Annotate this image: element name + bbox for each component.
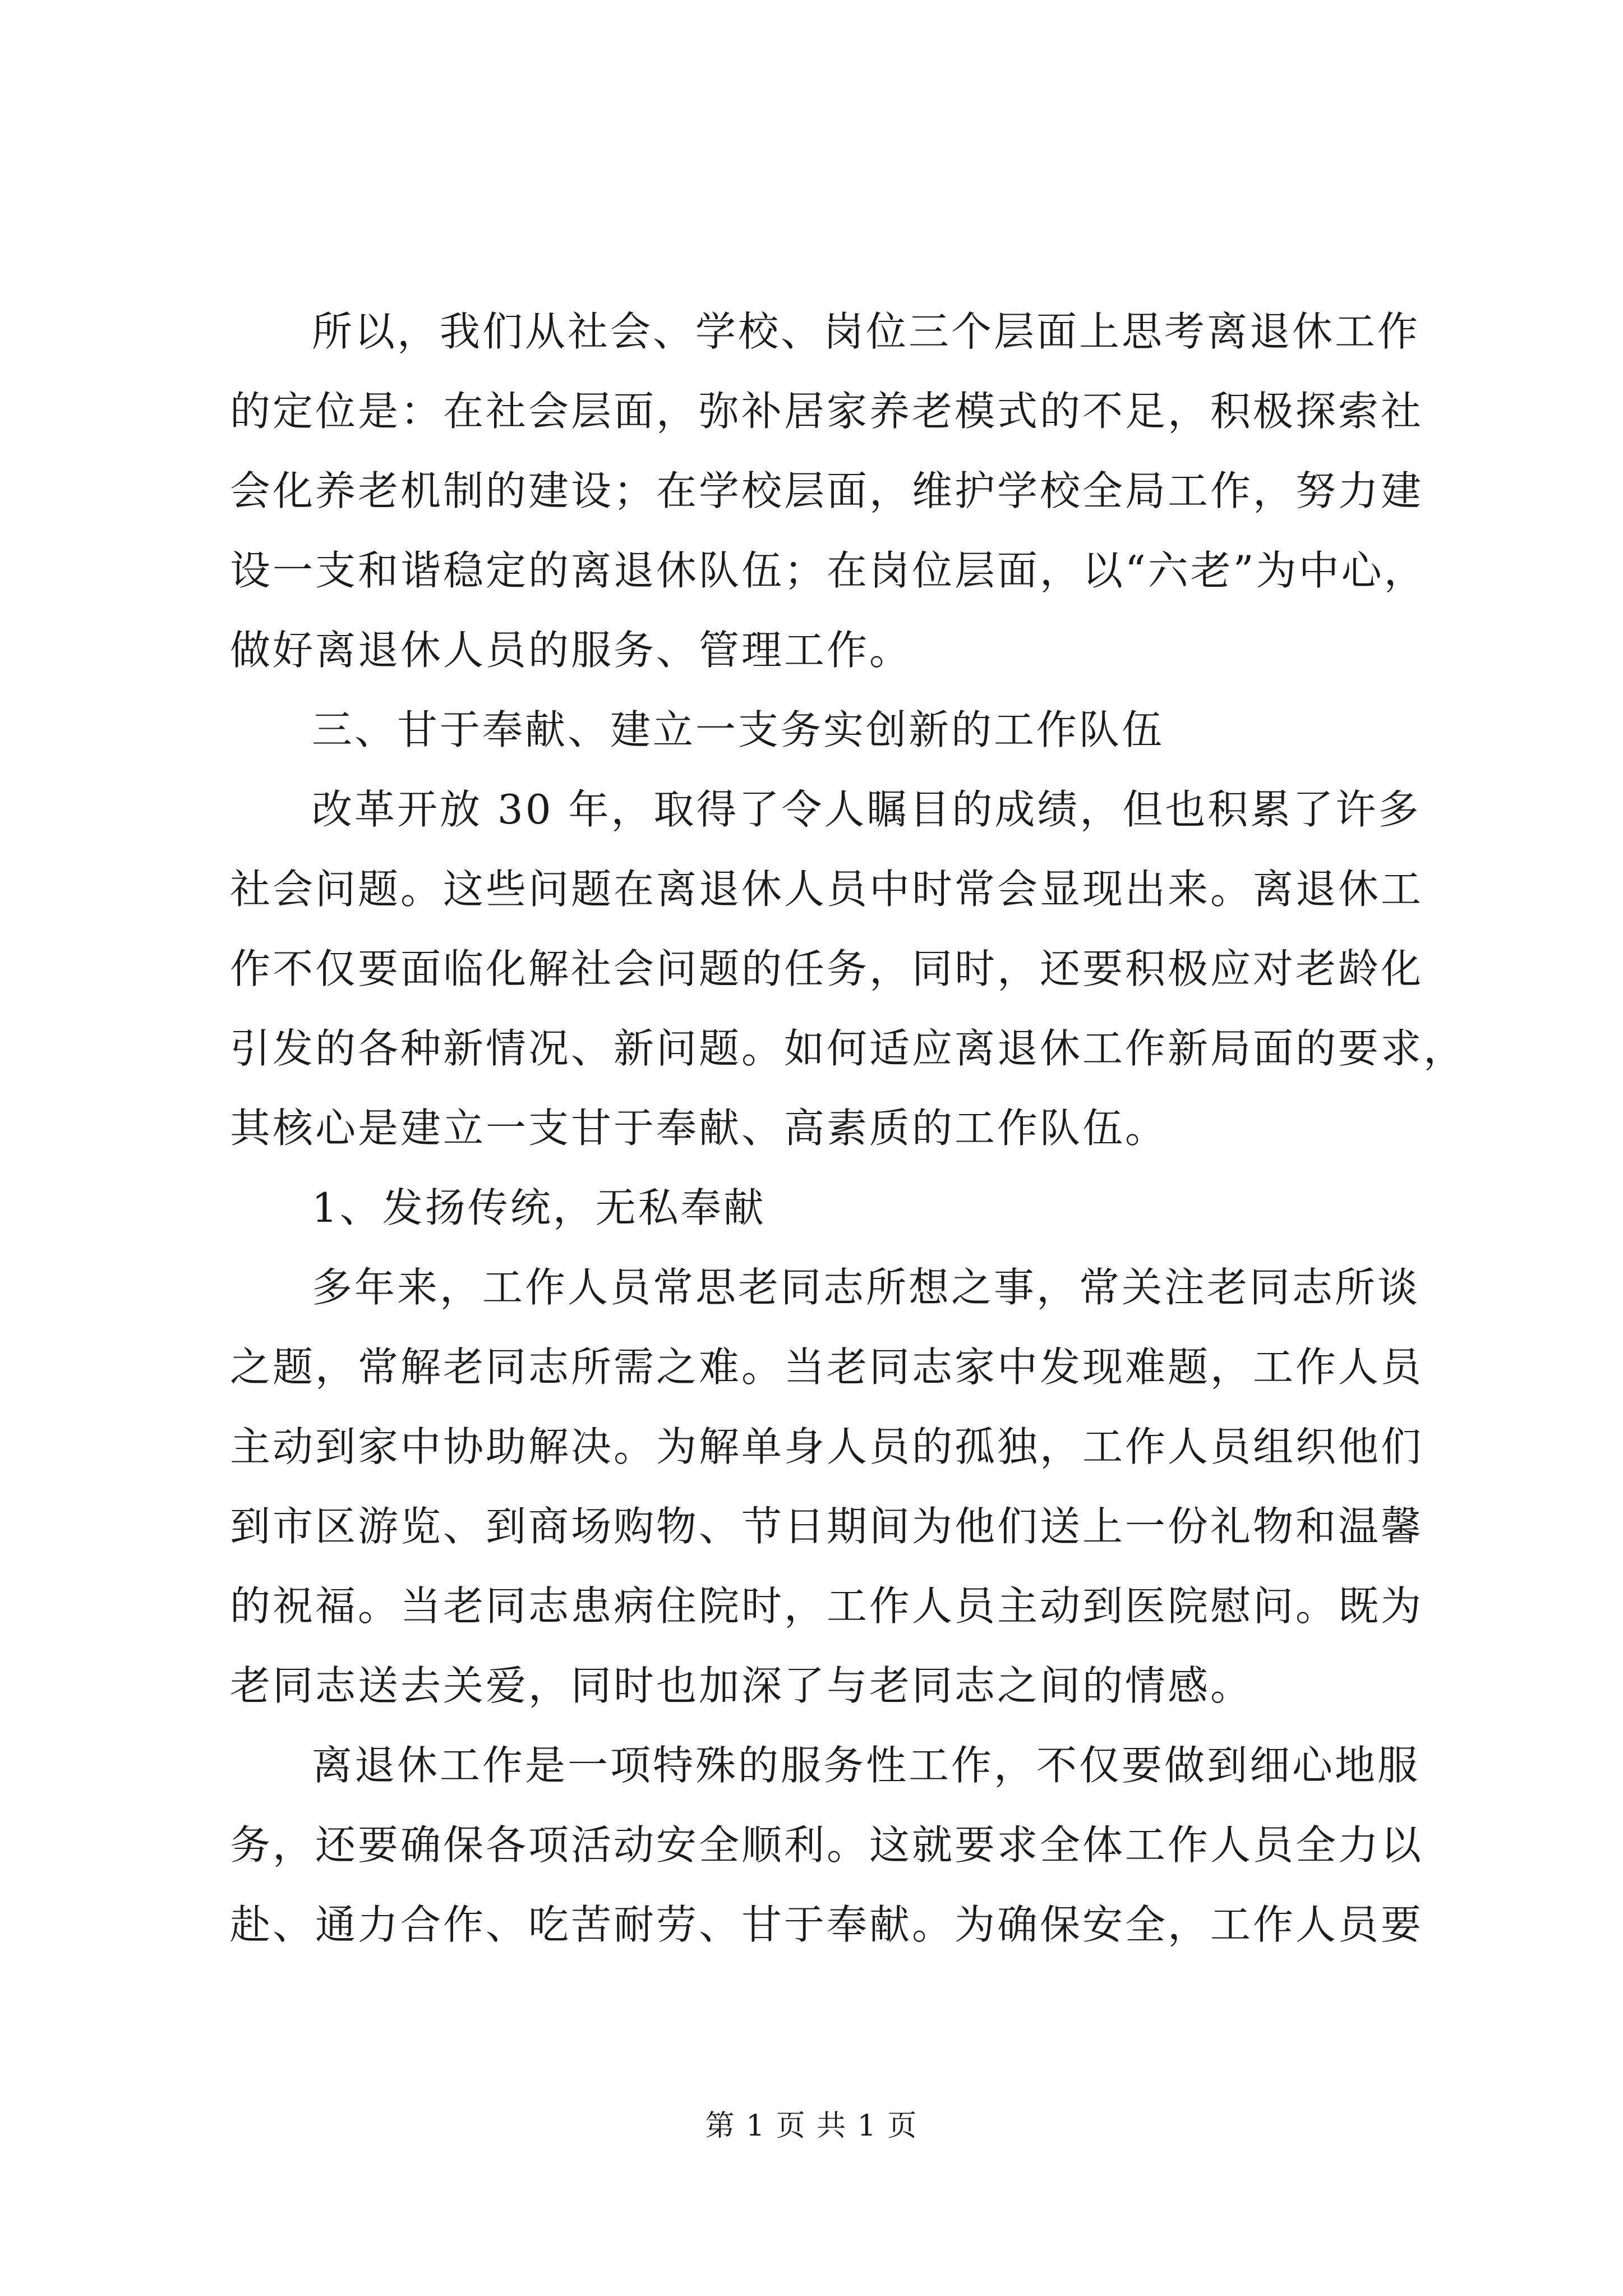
text-line: 离退休工作是一项特殊的服务性工作，不仅要做到细心地服 [312,1742,1421,1789]
text-line: 会化养老机制的建设；在学校层面，维护学校全局工作，努力建 [230,467,1424,514]
text-line: 作不仅要面临化解社会问题的任务，同时，还要积极应对老龄化 [230,945,1424,992]
text-line: 其核心是建立一支甘于奉献、高素质的工作队伍。 [230,1105,1168,1152]
text-line: 改革开放 30 年，取得了令人瞩目的成绩，但也积累了许多 [312,786,1421,833]
text-line: 老同志送去关爱，同时也加深了与老同志之间的情感。 [230,1662,1253,1709]
text-line: 的祝福。当老同志患病住院时，工作人员主动到医院慰问。既为 [230,1582,1424,1630]
page-footer: 第 1 页 共 1 页 [705,2109,918,2143]
text-line: 赴、通力合作、吃苦耐劳、甘于奉献。为确保安全，工作人员要 [230,1901,1424,1948]
text-line: 引发的各种新情况、新问题。如何适应离退休工作新局面的要求， [230,1025,1467,1072]
text-line: 社会问题。这些问题在离退休人员中时常会显现出来。离退休工 [230,866,1424,913]
text-line: 设一支和谐稳定的离退休队伍；在岗位层面，以“六老”为中心， [230,547,1427,594]
subsection-heading: 1、发扬传统，无私奉献 [312,1184,766,1231]
section-heading: 三、甘于奉献、建立一支务实创新的工作队伍 [312,706,1165,753]
text-line: 做好离退休人员的服务、管理工作。 [230,627,912,674]
text-line: 务，还要确保各项活动安全顺利。这就要求全体工作人员全力以 [230,1821,1424,1869]
text-line: 多年来，工作人员常思老同志所想之事，常关注老同志所谈 [312,1264,1421,1311]
document-body [230,292,1467,1964]
text-line: 所以，我们从社会、学校、岗位三个层面上思考离退休工作 [312,308,1421,355]
text-line: 主动到家中协助解决。为解单身人员的孤独，工作人员组织他们 [230,1423,1424,1470]
text-line: 之题，常解老同志所需之难。当老同志家中发现难题，工作人员 [230,1343,1424,1391]
text-line: 到市区游览、到商场购物、节日期间为他们送上一份礼物和温馨 [230,1503,1424,1550]
text-line: 的定位是：在社会层面，弥补居家养老模式的不足，积极探索社 [230,388,1424,435]
